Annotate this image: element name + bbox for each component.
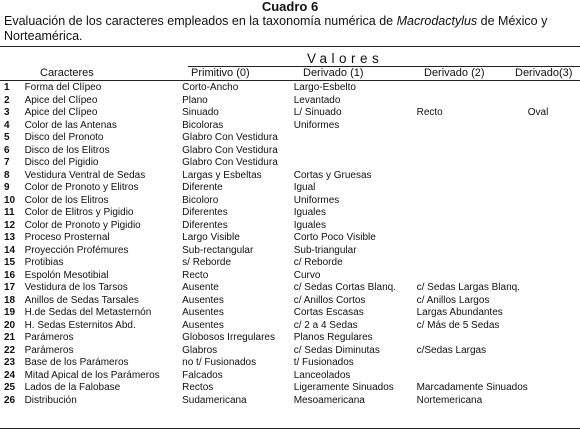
table-row — [4, 207, 580, 220]
row-number: 7 — [4, 157, 10, 169]
cell-derivado-2 — [417, 95, 528, 108]
top-rule — [0, 46, 580, 47]
cell-primitivo: Globosos Irregulares — [182, 332, 275, 344]
cell-derivado-3 — [528, 395, 580, 408]
cell-caracter: H.de Sedas del Metasternón — [24, 307, 152, 319]
cell-derivado-2 — [417, 120, 528, 133]
row-number: 23 — [4, 357, 16, 369]
header-derivado-1: Derivado (1) — [303, 67, 364, 79]
cell-derivado-2 — [417, 132, 528, 145]
cell-derivado-2: c/ Más de 5 Sedas — [416, 319, 500, 331]
cell-derivado-2: Recto — [416, 107, 443, 119]
cell-derivado-2 — [417, 157, 528, 170]
cell-derivado-3 — [528, 82, 580, 95]
table-row — [4, 357, 580, 370]
header-rule — [0, 80, 580, 81]
table-row — [4, 182, 580, 195]
row-number: 2 — [4, 94, 10, 106]
cell-derivado-1: c/ 2 a 4 Sedas — [293, 319, 358, 331]
cell-caracter: Disco del Pigidio — [24, 157, 99, 169]
cell-primitivo: Falcados — [182, 369, 223, 381]
table-row — [4, 332, 580, 345]
cell-primitivo: Diferentes — [182, 219, 228, 231]
cell-derivado-1: c/ Sedas Cortas Blanq. — [293, 282, 396, 294]
cell-caracter: Color de Pronoto y Pigidio — [24, 219, 141, 231]
cell-derivado-1: Uniformes — [293, 119, 340, 131]
cell-derivado-3 — [528, 370, 580, 383]
row-number: 13 — [4, 232, 16, 244]
cell-derivado-1: Planos Regulares — [293, 332, 373, 344]
cell-primitivo: Rectos — [182, 382, 214, 394]
table-title: Cuadro 6 — [261, 0, 319, 14]
table-row — [4, 257, 580, 270]
cell-derivado-3 — [528, 307, 580, 320]
cell-primitivo: Largo Visible — [182, 232, 240, 244]
cell-derivado-1: Ligeramente Sinuados — [293, 382, 394, 394]
caption-suffix: de México y Norteamérica. — [4, 14, 548, 43]
cell-primitivo: Diferentes — [182, 207, 228, 219]
cell-derivado-2 — [417, 245, 528, 258]
cell-derivado-1 — [294, 145, 417, 158]
row-number: 14 — [4, 244, 16, 256]
row-number: 20 — [4, 319, 16, 331]
row-number: 16 — [4, 269, 16, 281]
cell-primitivo: Sub-rectangular — [182, 244, 254, 256]
table-row — [4, 382, 580, 395]
cell-derivado-2: c/Sedas Largas — [416, 344, 487, 356]
cell-derivado-2 — [417, 370, 528, 383]
cell-caracter: Vestidura de los Tarsos — [24, 282, 128, 294]
values-group-header: Valores — [307, 51, 384, 66]
cell-primitivo: Recto — [182, 269, 209, 281]
table-row — [4, 195, 580, 208]
cell-derivado-1: Sub-triangular — [293, 244, 357, 256]
cell-primitivo: Ausentes — [182, 307, 224, 319]
cell-derivado-1: Cortas Escasas — [293, 307, 364, 319]
cell-derivado-3 — [528, 382, 580, 395]
cell-caracter: H. Sedas Esternitos Abd. — [24, 319, 136, 331]
cell-derivado-2 — [417, 207, 528, 220]
cell-caracter: Disco de los Elitros — [24, 144, 110, 156]
cell-derivado-2: Marcadamente Sinuados — [416, 382, 528, 394]
cell-derivado-1: L/ Sinuado — [293, 107, 342, 119]
table-row — [4, 120, 580, 133]
cell-derivado-2 — [417, 257, 528, 270]
table-row — [4, 307, 580, 320]
row-number: 10 — [4, 194, 16, 206]
cell-derivado-3 — [528, 95, 580, 108]
table-row — [4, 220, 580, 233]
cell-derivado-3 — [528, 157, 580, 170]
row-number: 4 — [4, 119, 10, 131]
cell-primitivo: Largas y Esbeltas — [182, 169, 262, 181]
cell-caracter: Color de Pronoto y Elitros — [24, 182, 139, 194]
cell-derivado-1: Curvo — [293, 269, 321, 281]
cell-derivado-2 — [417, 82, 528, 95]
cell-derivado-3 — [528, 345, 580, 358]
row-number: 17 — [4, 282, 16, 294]
cell-caracter: Lados de la Falobase — [24, 382, 121, 394]
cell-derivado-1: t/ Fusionados — [293, 357, 354, 369]
header-derivado-3: Derivado(3) — [515, 67, 573, 79]
cell-derivado-2 — [417, 170, 528, 183]
cell-derivado-2: Largas Abundantes — [416, 307, 503, 319]
cell-caracter: Proceso Prosternal — [24, 232, 110, 244]
cell-primitivo: Plano — [182, 94, 208, 106]
table-row — [4, 270, 580, 283]
cell-derivado-3 — [528, 282, 580, 295]
cell-derivado-3 — [528, 270, 580, 283]
cell-derivado-3 — [528, 245, 580, 258]
cell-derivado-3 — [528, 332, 580, 345]
table-row — [4, 370, 580, 383]
cell-caracter: Base de los Parámeros — [24, 357, 129, 369]
cell-derivado-1: Cortas y Gruesas — [293, 169, 372, 181]
table-row — [4, 320, 580, 333]
table-body — [4, 82, 580, 407]
cell-caracter: Protibias — [24, 257, 64, 269]
table-row — [4, 395, 580, 408]
cell-primitivo: Ausente — [182, 282, 219, 294]
cell-caracter: Espolón Mesotibial — [24, 269, 109, 281]
table-row — [4, 132, 580, 145]
cell-derivado-2 — [417, 195, 528, 208]
cell-primitivo: no t/ Fusionados — [182, 357, 257, 369]
row-number: 21 — [4, 332, 16, 344]
table-row — [4, 282, 580, 295]
cell-derivado-3 — [528, 232, 580, 245]
table-row — [4, 107, 580, 120]
row-number: 19 — [4, 307, 16, 319]
cell-derivado-1: c/ Reborde — [293, 257, 343, 269]
cell-caracter: Proyección Profémures — [24, 244, 129, 256]
row-number: 15 — [4, 257, 16, 269]
cell-caracter: Apice del Clípeo — [24, 107, 98, 119]
cell-derivado-1: Largo-Esbelto — [293, 82, 356, 94]
cell-caracter: Color de las Antenas — [24, 119, 117, 131]
cell-primitivo: Sudamericana — [182, 394, 247, 406]
table-row — [4, 345, 580, 358]
row-number: 1 — [4, 82, 10, 94]
row-number: 6 — [4, 144, 10, 156]
table-row — [4, 295, 580, 308]
cell-derivado-1: Mesoamericana — [293, 394, 365, 406]
cell-primitivo: Corto-Ancho — [182, 82, 239, 94]
table-caption — [4, 14, 578, 44]
cell-primitivo: Bicoloras — [182, 119, 224, 131]
cell-derivado-1: Igual — [293, 182, 316, 194]
cell-primitivo: Ausentes — [182, 319, 224, 331]
cell-primitivo: Glabro Con Vestidura — [182, 144, 278, 156]
cell-derivado-1 — [294, 132, 417, 145]
cell-derivado-3 — [528, 320, 580, 333]
cell-caracter: Forma del Clípeo — [24, 82, 102, 94]
cell-derivado-2 — [417, 182, 528, 195]
row-number: 24 — [4, 369, 16, 381]
table-row — [4, 95, 580, 108]
cell-derivado-2 — [417, 270, 528, 283]
row-number: 25 — [4, 382, 16, 394]
cell-caracter: Distribución — [24, 394, 77, 406]
cell-caracter: Color de Elitros y Pigidio — [24, 207, 134, 219]
cell-caracter: Vestidura Ventral de Sedas — [24, 169, 146, 181]
cell-derivado-3 — [528, 295, 580, 308]
cell-derivado-1 — [294, 157, 417, 170]
cell-derivado-3 — [528, 182, 580, 195]
cell-caracter: Parámeros — [24, 332, 74, 344]
cell-primitivo: Bicoloro — [182, 194, 219, 206]
row-number: 9 — [4, 182, 10, 194]
cell-derivado-3 — [528, 145, 580, 158]
cell-derivado-3 — [528, 170, 580, 183]
header-derivado-2: Derivado (2) — [424, 67, 485, 79]
cell-derivado-2: c/ Sedas Largas Blanq. — [416, 282, 520, 294]
cell-derivado-1: Iguales — [293, 219, 326, 231]
characters-table — [4, 82, 580, 407]
table-row — [4, 232, 580, 245]
cell-derivado-1: Lanceolados — [293, 369, 351, 381]
cell-derivado-3 — [528, 132, 580, 145]
table-row — [4, 82, 580, 95]
cell-derivado-2: Nortemericana — [416, 394, 483, 406]
cell-caracter: Mitad Apical de los Parámeros — [24, 369, 160, 381]
caption-prefix: Evaluación de los caracteres empleados en la taxonomía numérica de — [4, 14, 397, 28]
cell-derivado-2 — [417, 357, 528, 370]
table-row — [4, 145, 580, 158]
cell-derivado-2: c/ Anillos Largos — [416, 294, 490, 306]
cell-derivado-2 — [417, 232, 528, 245]
row-number: 5 — [4, 132, 10, 144]
cell-caracter: Color de los Elitros — [24, 194, 109, 206]
cell-primitivo: Sinuado — [182, 107, 219, 119]
row-number: 12 — [4, 219, 16, 231]
cell-derivado-1: Levantado — [293, 94, 341, 106]
cell-derivado-1: Corto Poco Visible — [293, 232, 376, 244]
cell-derivado-3: Oval — [527, 107, 549, 119]
cell-primitivo: Glabro Con Vestidura — [182, 157, 278, 169]
bottom-rule — [0, 428, 580, 429]
cell-derivado-1: c/ Sedas Diminutas — [293, 344, 380, 356]
cell-primitivo: Glabros — [182, 344, 218, 356]
header-primitivo: Primitivo (0) — [191, 67, 250, 79]
table-row — [4, 157, 580, 170]
cell-primitivo: Glabro Con Vestidura — [182, 132, 278, 144]
row-number: 8 — [4, 169, 10, 181]
table-row — [4, 170, 580, 183]
cell-derivado-1: c/ Anillos Cortos — [293, 294, 366, 306]
cell-derivado-3 — [528, 195, 580, 208]
cell-derivado-1: Uniformes — [293, 194, 340, 206]
row-number: 22 — [4, 344, 16, 356]
header-caracteres: Caracteres — [40, 67, 94, 79]
row-number: 18 — [4, 294, 16, 306]
cell-derivado-3 — [528, 220, 580, 233]
cell-derivado-2 — [417, 220, 528, 233]
row-number: 3 — [4, 107, 10, 119]
caption-genus: Macrodactylus — [396, 14, 478, 28]
cell-derivado-3 — [528, 207, 580, 220]
cell-derivado-3 — [528, 357, 580, 370]
cell-caracter: Apice del Clípeo — [24, 94, 98, 106]
cell-caracter: Parámeros — [24, 344, 74, 356]
cell-derivado-1: Iguales — [293, 207, 326, 219]
cell-derivado-2 — [417, 145, 528, 158]
cell-caracter: Anillos de Sedas Tarsales — [24, 294, 139, 306]
table-row — [4, 245, 580, 258]
cell-primitivo: Ausentes — [182, 294, 224, 306]
cell-caracter: Disco del Pronoto — [24, 132, 104, 144]
row-number: 11 — [4, 207, 15, 219]
cell-primitivo: Diferente — [182, 182, 223, 194]
cell-derivado-3 — [528, 120, 580, 133]
cell-primitivo: s/ Reborde — [182, 257, 232, 269]
cell-derivado-2 — [417, 332, 528, 345]
row-number: 26 — [4, 394, 16, 406]
cell-derivado-3 — [528, 257, 580, 270]
